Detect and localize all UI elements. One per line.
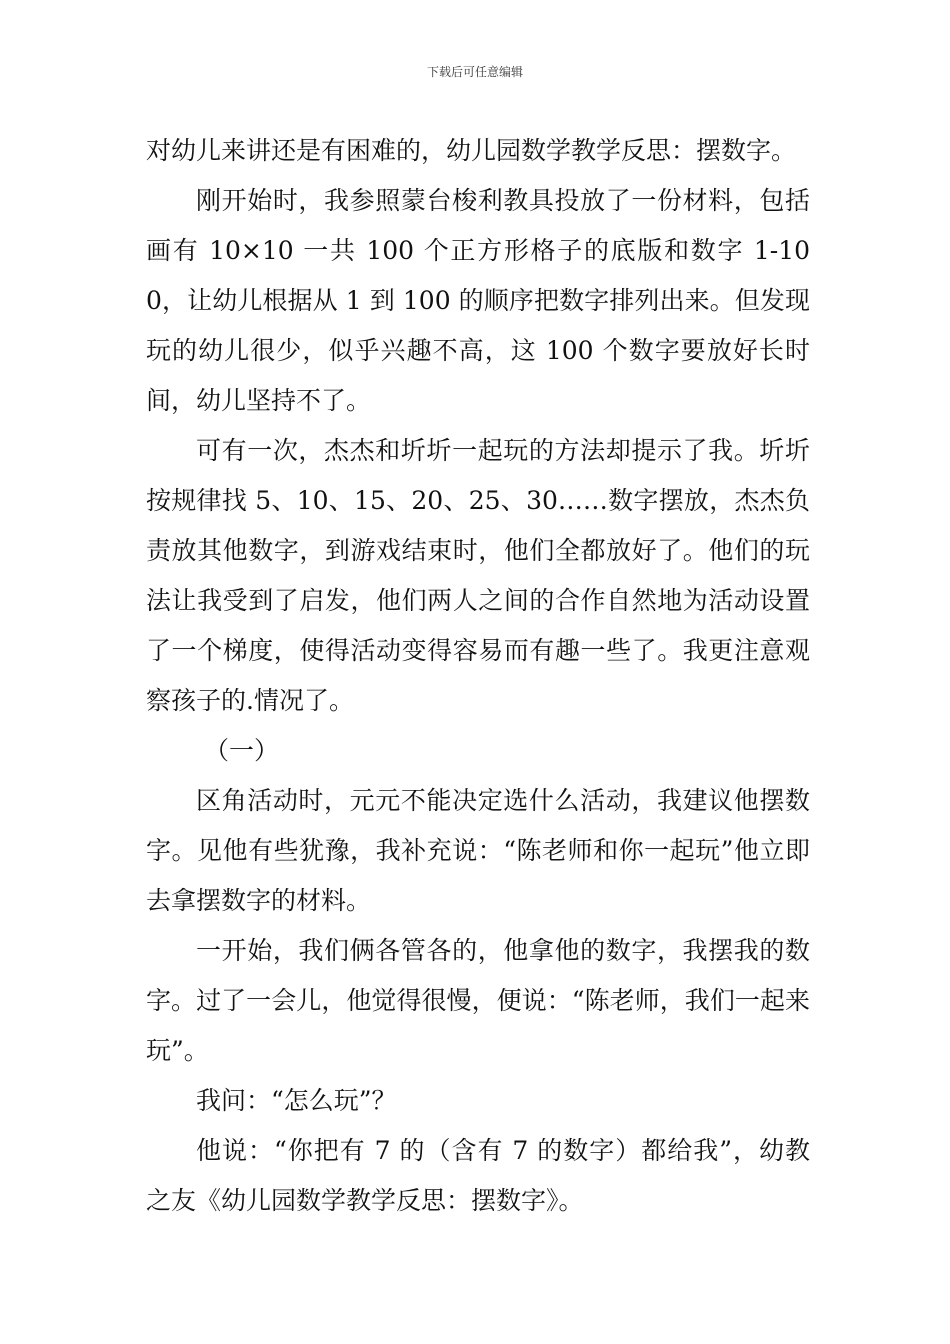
page-header-note: 下载后可任意编辑 <box>426 65 523 79</box>
paragraph: 我问：“怎么玩”？ <box>196 1086 397 1115</box>
section-marker: （一） <box>204 736 280 765</box>
document-body <box>146 126 810 1226</box>
paragraph: 他说：“你把有 7 的（含有 7 的数字）都给我”，幼教之友《幼儿园数学教学反思：摆数字》。 <box>146 1136 810 1215</box>
paragraph: 一开始，我们俩各管各的，他拿他的数字，我摆我的数字。过了一会儿，他觉得很慢，便说：“陈老师，我们一起来玩”。 <box>146 936 810 1065</box>
paragraph: 刚开始时，我参照蒙台梭利教具投放了一份材料，包括画有 10×10 一共 100 个正方形格子的底版和数字 1-100，让幼儿根据从 1 到 100 的顺序把数字排列出来。但发现玩的幼儿很少，似乎兴趣不高，这 100 个数字要放好长时间，幼儿坚持不了。 <box>146 186 810 415</box>
paragraph: 区角活动时，元元不能决定选什么活动，我建议他摆数字。见他有些犹豫，我补充说：“陈老师和你一起玩”他立即去拿摆数字的材料。 <box>146 786 810 915</box>
paragraph-continuation: 对幼儿来讲还是有困难的，幼儿园数学教学反思：摆数字。 <box>146 136 797 165</box>
paragraph: 可有一次，杰杰和圻圻一起玩的方法却提示了我。圻圻按规律找 5、10、15、20、25、30……数字摆放，杰杰负责放其他数字，到游戏结束时，他们全都放好了。他们的玩法让我受到了启发，他们两人之间的合作自然地为活动设置了一个梯度，使得活动变得容易而有趣一些了。我更注意观察孩子的.情况了。 <box>146 436 810 715</box>
